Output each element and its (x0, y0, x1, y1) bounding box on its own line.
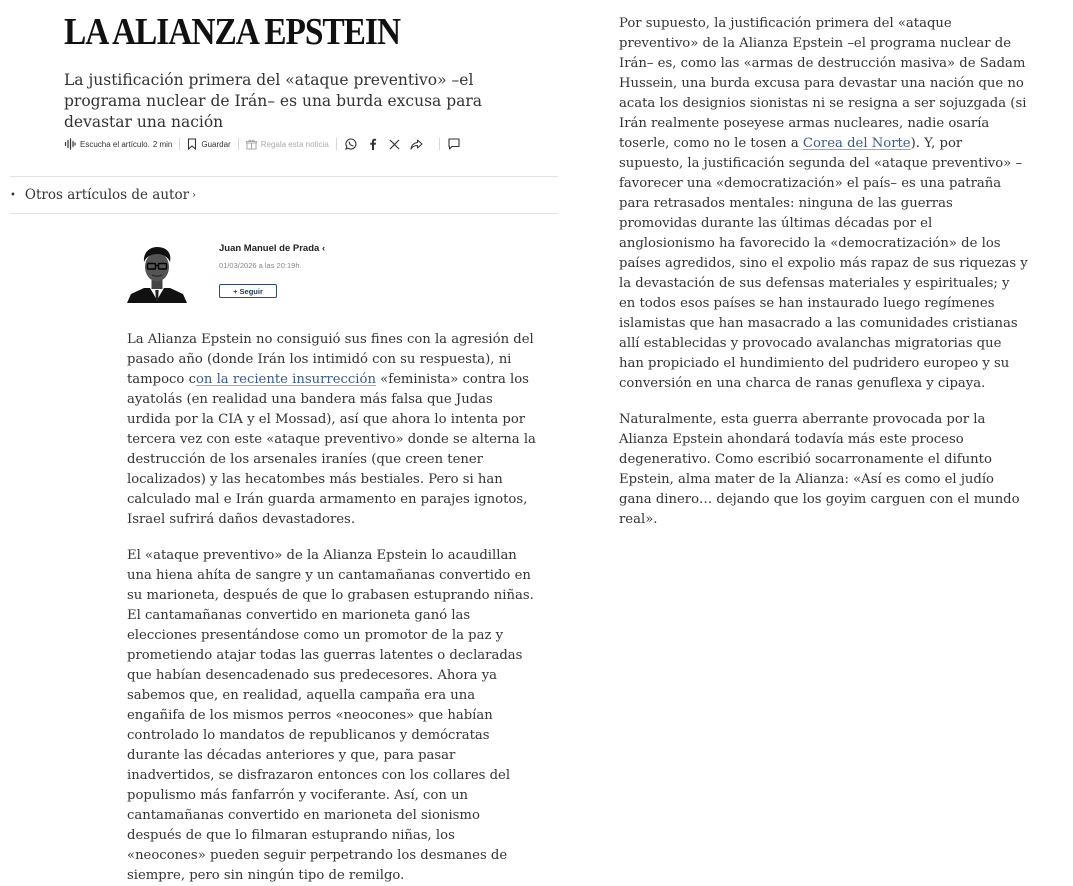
toolbar-divider (238, 138, 239, 150)
publish-date: 01/03/2026 a las 20:19h. (219, 261, 302, 270)
toolbar-divider (179, 138, 180, 150)
author-portrait (127, 245, 187, 303)
article-paragraph: Naturalmente, esta guerra aberrante provocada por la Alianza Epstein ahondará todavía más este proceso degenerativo. Como escribió socarronamente el difunto Epstein, alma mater de la Alianza: «Así es como el judío gana dinero… dejando que los goyim carguen con el mundo real». (619, 412, 1020, 527)
author-block (219, 243, 325, 298)
article-paragraph: El «ataque preventivo» de la Alianza Epstein lo acaudillan una hiena ahíta de sangre y un cantamañanas convertido en su marioneta, después de que lo grabasen estuprando niñas. El cantamañanas convertido en marioneta ganó las elecciones presentándose como un promotor de la paz y prometiendo atajar todas las guerras latentes o declaradas que habían desencadenado sus predecesores. Ahora ya sabemos que, en realidad, aquella campaña era una engañifa de los mismos perros «neocones» que habían controlado lo mandatos de republicanos y demócratas durante las décadas anteriores y que, para pasar inadvertidos, se disfrazaron entonces con los collares del populismo más fanfarrón y vociferante. Así, con un cantamañanas convertido en marioneta del sionismo después de que lo filmaran estuprando niñas, los «neocones» pueden seguir perpetrando los desmanes de siempre, pero sin ningún tipo de remilgo. (127, 548, 534, 883)
listen-label: Escucha el artículo. (80, 139, 150, 149)
share-icon[interactable] (410, 137, 424, 151)
other-articles-link[interactable] (10, 187, 196, 203)
article-toolbar (64, 137, 469, 151)
gift-label: Regala esta noticia (260, 139, 329, 149)
paragraph-text: La Alianza Epstein no consiguió sus fines con la agresión del pasado año (donde Irán los intimidó con su respuesta), ni tampoco c (127, 332, 534, 387)
gift-icon (246, 139, 257, 150)
listen-button[interactable] (64, 138, 172, 150)
article-paragraph (127, 330, 537, 530)
divider (10, 213, 558, 214)
whatsapp-icon[interactable] (344, 137, 358, 151)
listen-duration: 2 min (152, 139, 173, 149)
toolbar-divider (439, 138, 440, 150)
chevron-left-icon: ‹ (321, 243, 326, 254)
bookmark-icon (187, 138, 197, 150)
author-name-link[interactable] (219, 243, 325, 254)
save-label: Guardar (201, 139, 231, 149)
gift-button[interactable] (246, 139, 329, 150)
article-paragraph (619, 14, 1029, 394)
save-button[interactable] (187, 138, 230, 150)
north-korea-link[interactable]: Corea del Norte (802, 136, 911, 151)
audio-wave-icon (64, 138, 76, 150)
follow-button[interactable]: + Seguir (219, 284, 277, 298)
comment-icon[interactable] (447, 137, 461, 151)
chevron-right-icon: › (192, 189, 197, 201)
toolbar-divider (336, 138, 337, 150)
paragraph-text: ). Y, por supuesto, la justificación segunda del «ataque preventivo» –favorecer una «democratización» el país– es una patraña para retrasados mentales: ninguna de las guerras promovidas durante las últimas décadas por el anglosionismo ha favorecido la «democratización» de los países agredidos, sino el expolio más rapaz de sus riquezas y la devastación de sus defensas materiales y espirituales; y en todos esos países se han instaurado luego regímenes islamistas que han masacrado a las comunidades cristianas allí establecidas y provocado avalanchas migratorias que han propiciado el hundimiento del pudridero europeo y su conversión en una charca de ranas genuflexa y cipaya. (619, 136, 1028, 391)
paragraph-text: Por supuesto, la justificación primera del «ataque preventivo» de la Alianza Epstein –el programa nuclear de Irán– es, como las «armas de destrucción masiva» de Sadam Hussein, una burda excusa para devastar una nación que no acata los designios sionistas ni se resigna a ser sojuzgada (si Irán realmente poseyese armas nucleares, nadie osaría toserle, como no le tosen a (619, 16, 1027, 151)
author-name: Juan Manuel de Prada (219, 243, 320, 254)
facebook-icon[interactable] (366, 137, 380, 151)
bullet-icon: • (10, 189, 16, 201)
article-subtitle: La justificación primera del «ataque preventivo» –el programa nuclear de Irán– es una burda excusa para devastar una nación (64, 71, 483, 131)
other-articles-label: Otros artículos de autor (24, 187, 190, 203)
article-title: LA ALIANZA EPSTEIN (64, 11, 400, 53)
divider (10, 176, 558, 177)
paragraph-text: «feminista» contra los ayatolás (en realidad una bandera más falsa que Judas urdida por la CIA y el Mossad), así que ahora lo intenta por tercera vez con este «ataque preventivo» donde se alterna la destrucción de los arsenales iraníes (que creen tener localizados) y las hecatombes más bestiales. Pero si han calculado mal e Irán guarda armamento en parajes ignotos, Israel sufrirá daños devastadores. (127, 372, 536, 527)
x-icon[interactable] (388, 137, 402, 151)
insurrection-link[interactable]: on la reciente insurrección (195, 372, 376, 387)
